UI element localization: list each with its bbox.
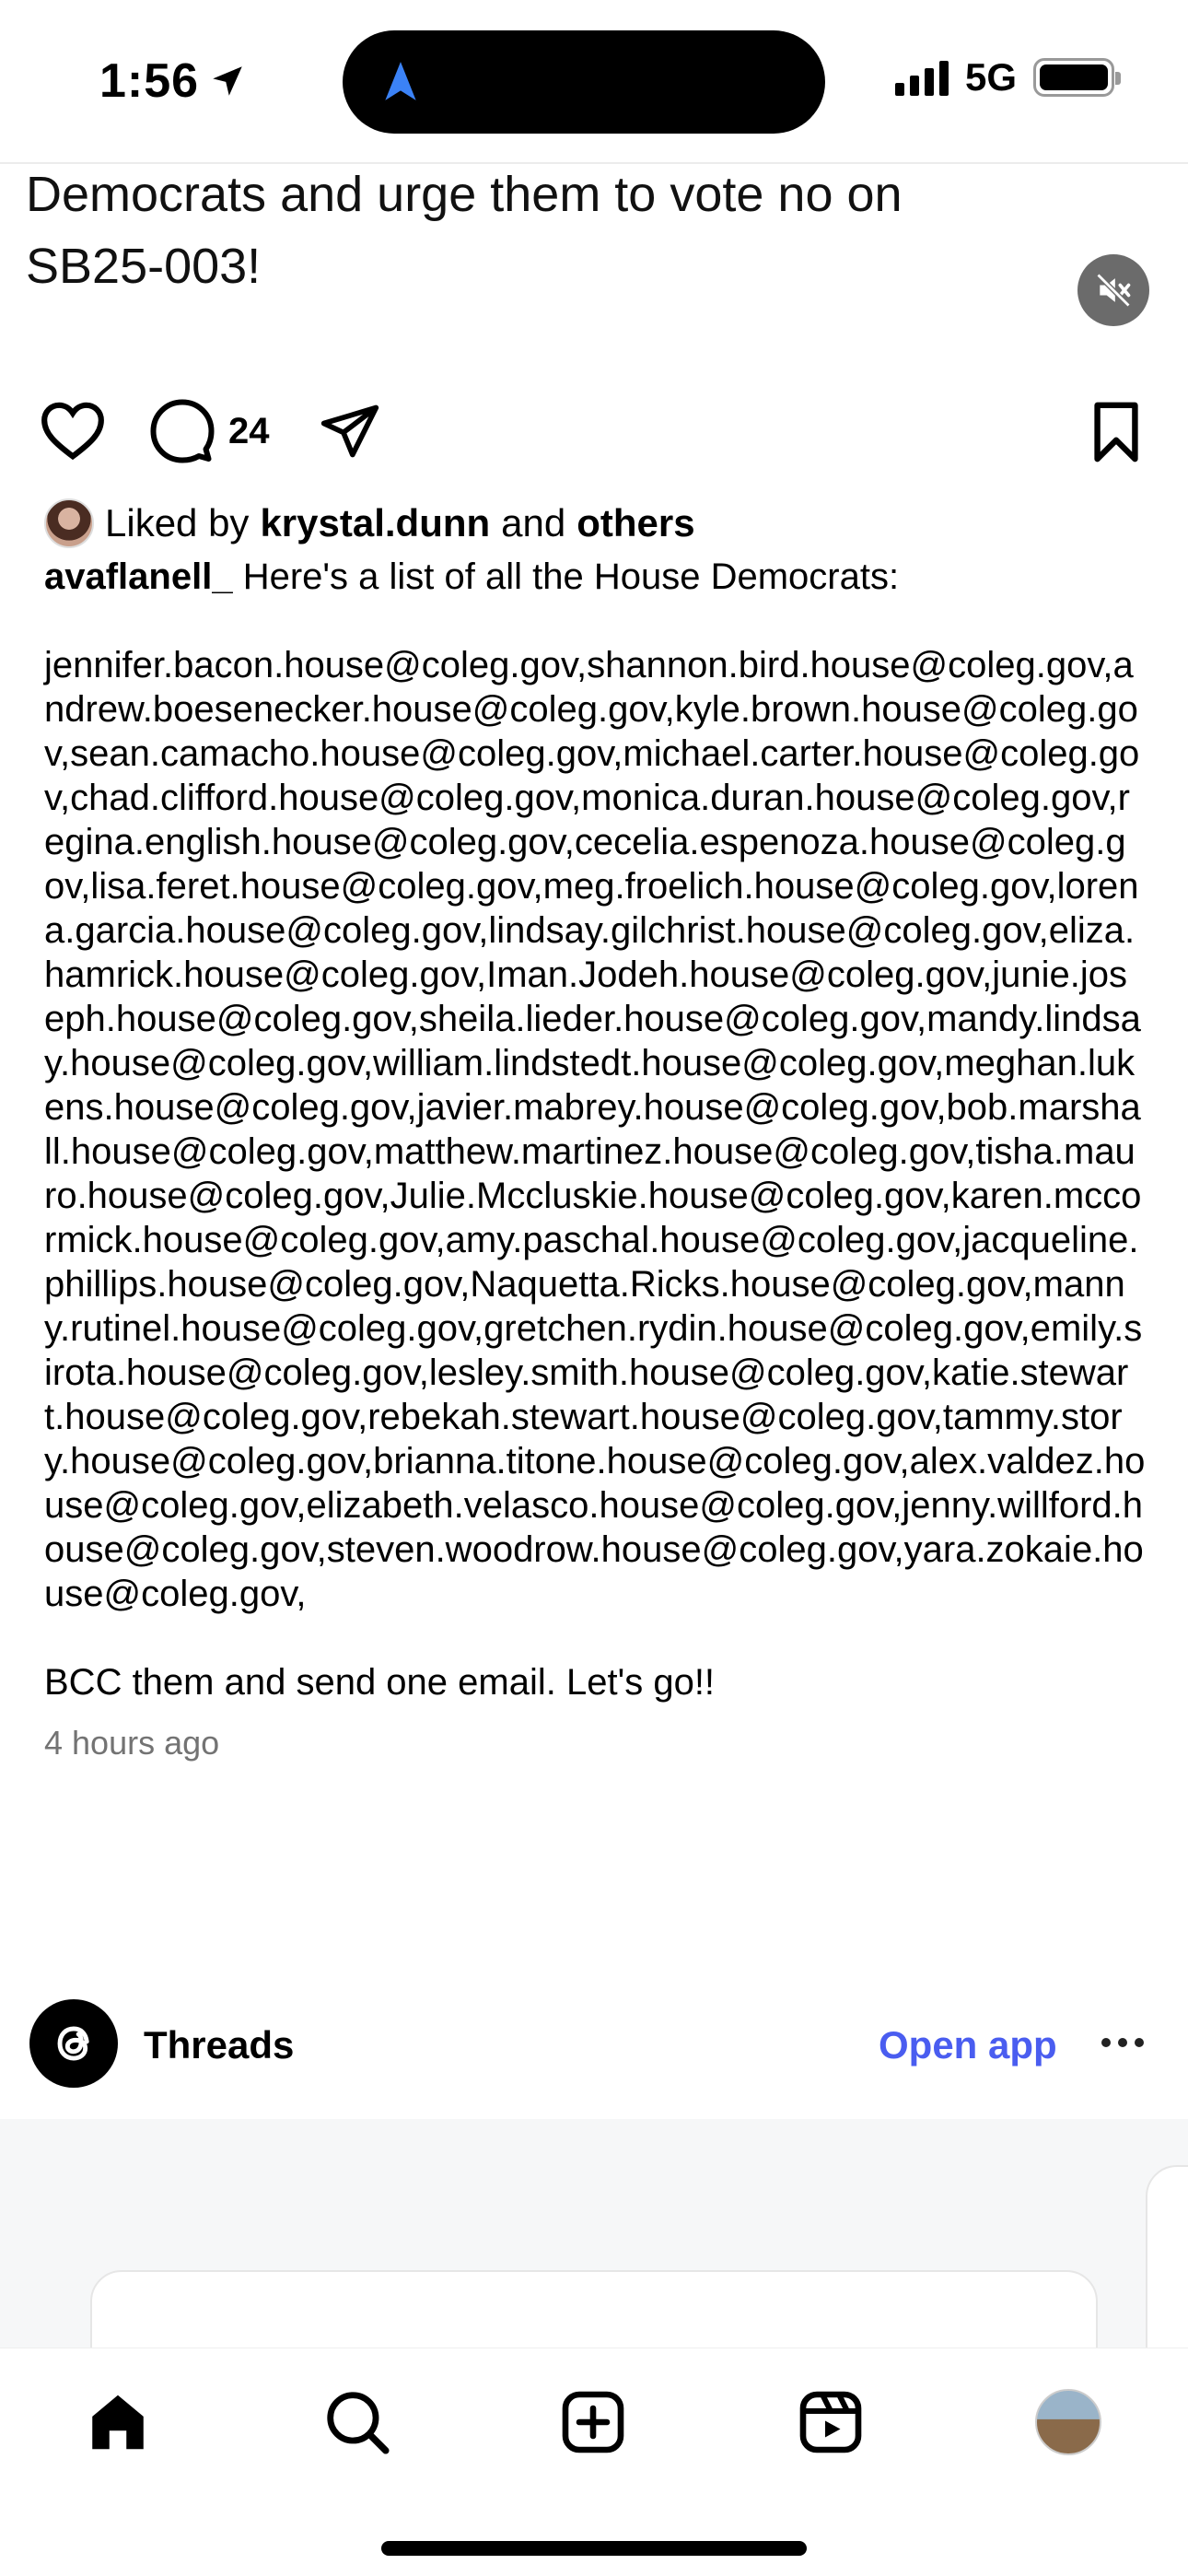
comment-count[interactable]: 24 <box>228 411 270 451</box>
more-options-icon[interactable] <box>1101 2038 1144 2047</box>
open-app-link[interactable]: Open app <box>879 2023 1057 2067</box>
dynamic-island <box>343 30 825 134</box>
threads-label: Threads <box>144 2023 295 2067</box>
profile-avatar <box>1035 2389 1101 2455</box>
caption-closing: BCC them and send one email. Let's go!! <box>44 1662 716 1703</box>
threads-logo-icon <box>29 1999 118 2088</box>
post-actions <box>0 396 1188 470</box>
heart-icon[interactable] <box>39 398 107 461</box>
nav-create[interactable] <box>556 2385 630 2459</box>
home-icon <box>84 2388 152 2456</box>
navigation-arrow-icon <box>378 58 424 104</box>
home-indicator <box>381 2541 807 2556</box>
caption-intro <box>44 555 1146 599</box>
location-arrow-icon <box>208 62 247 100</box>
battery-icon <box>1033 58 1114 97</box>
nav-search[interactable] <box>320 2385 394 2459</box>
reels-icon <box>798 2389 864 2455</box>
liked-by-others[interactable]: others <box>577 501 695 544</box>
status-time: 1:56 <box>99 54 200 108</box>
liked-by-prefix: Liked by <box>105 501 250 544</box>
cellular-signal-icon <box>895 59 949 96</box>
liker-avatar[interactable] <box>44 498 94 548</box>
email-list: jennifer.bacon.house@coleg.gov,shannon.bird.house@coleg.gov,andrew.boesenecker.house@coleg.gov,kyle.brown.house@coleg.gov,sean.camacho.house@coleg.gov,michael.carter.house@coleg.gov,chad.clifford.house@coleg.gov,monica.duran.house@coleg.gov,regina.english.house@coleg.gov,cecelia.espenoza.house@coleg.gov,lisa.feret.house@coleg.gov,meg.froelich.house@coleg.gov,lorena.garcia.house@coleg.gov,lindsay.gilchrist.house@coleg.gov,eliza.hamrick.house@coleg.gov,Iman.Jodeh.house@coleg.gov,junie.joseph.house@coleg.gov,sheila.lieder.house@coleg.gov,mandy.lindsay.house@coleg.gov,william.lindstedt.house@coleg.gov,meghan.lukens.house@coleg.gov,javier.mabrey.house@coleg.gov,bob.marshall.house@coleg.gov,matthew.martinez.house@coleg.gov,tisha.mauro.house@coleg.gov,Julie.Mccluskie.house@coleg.gov,karen.mccormick.house@coleg.gov,amy.paschal.house@coleg.gov,jacqueline.phillips.house@coleg.gov,Naquetta.Ricks.house@coleg.gov,manny.rutinel.house@coleg.gov,gretchen.rydin.house@coleg.gov,emily.sirota.house@coleg.gov,lesley.smith.house@coleg.gov,katie.stewart.house@coleg.gov,rebekah.stewart.house@coleg.gov,tammy.story.house@coleg.gov,brianna.titone.house@coleg.gov,alex.valdez.house@coleg.gov,elizabeth.velasco.house@coleg.gov,jenny.willford.house@coleg.gov,steven.woodrow.house@coleg.gov,yara.zokaie.house@coleg.gov, <box>44 645 1146 1614</box>
liked-by-joiner: and <box>501 501 566 544</box>
post-timestamp: 4 hours ago <box>44 1724 220 1762</box>
liked-by[interactable] <box>44 498 695 549</box>
threads-preview <box>0 2119 1188 2348</box>
send-icon[interactable] <box>317 400 383 463</box>
status-indicators <box>895 55 1114 100</box>
threads-preview-card-next[interactable] <box>1146 2165 1188 2348</box>
video-caption: Democrats and urge them to vote no on SB25-003! <box>26 167 903 294</box>
caption-intro-text: Here's a list of all the House Democrats: <box>242 556 900 597</box>
post-caption <box>44 555 1146 1765</box>
nav-profile[interactable] <box>1031 2385 1105 2459</box>
nav-reels[interactable] <box>794 2385 868 2459</box>
search-icon <box>323 2388 391 2456</box>
liker-username[interactable]: krystal.dunn <box>260 501 491 544</box>
comment-icon[interactable] <box>149 398 215 464</box>
nav-home[interactable] <box>81 2385 155 2459</box>
threads-banner <box>0 1997 1188 2090</box>
network-type: 5G <box>964 55 1017 99</box>
speaker-muted-icon <box>1093 270 1134 310</box>
plus-square-icon <box>560 2389 626 2455</box>
status-bar <box>0 0 1188 162</box>
bookmark-icon[interactable] <box>1087 400 1146 464</box>
threads-preview-card[interactable] <box>90 2270 1098 2348</box>
author-username[interactable]: avaflanell_ <box>44 556 233 597</box>
mute-button[interactable] <box>1077 254 1149 326</box>
status-time-group <box>99 53 247 109</box>
